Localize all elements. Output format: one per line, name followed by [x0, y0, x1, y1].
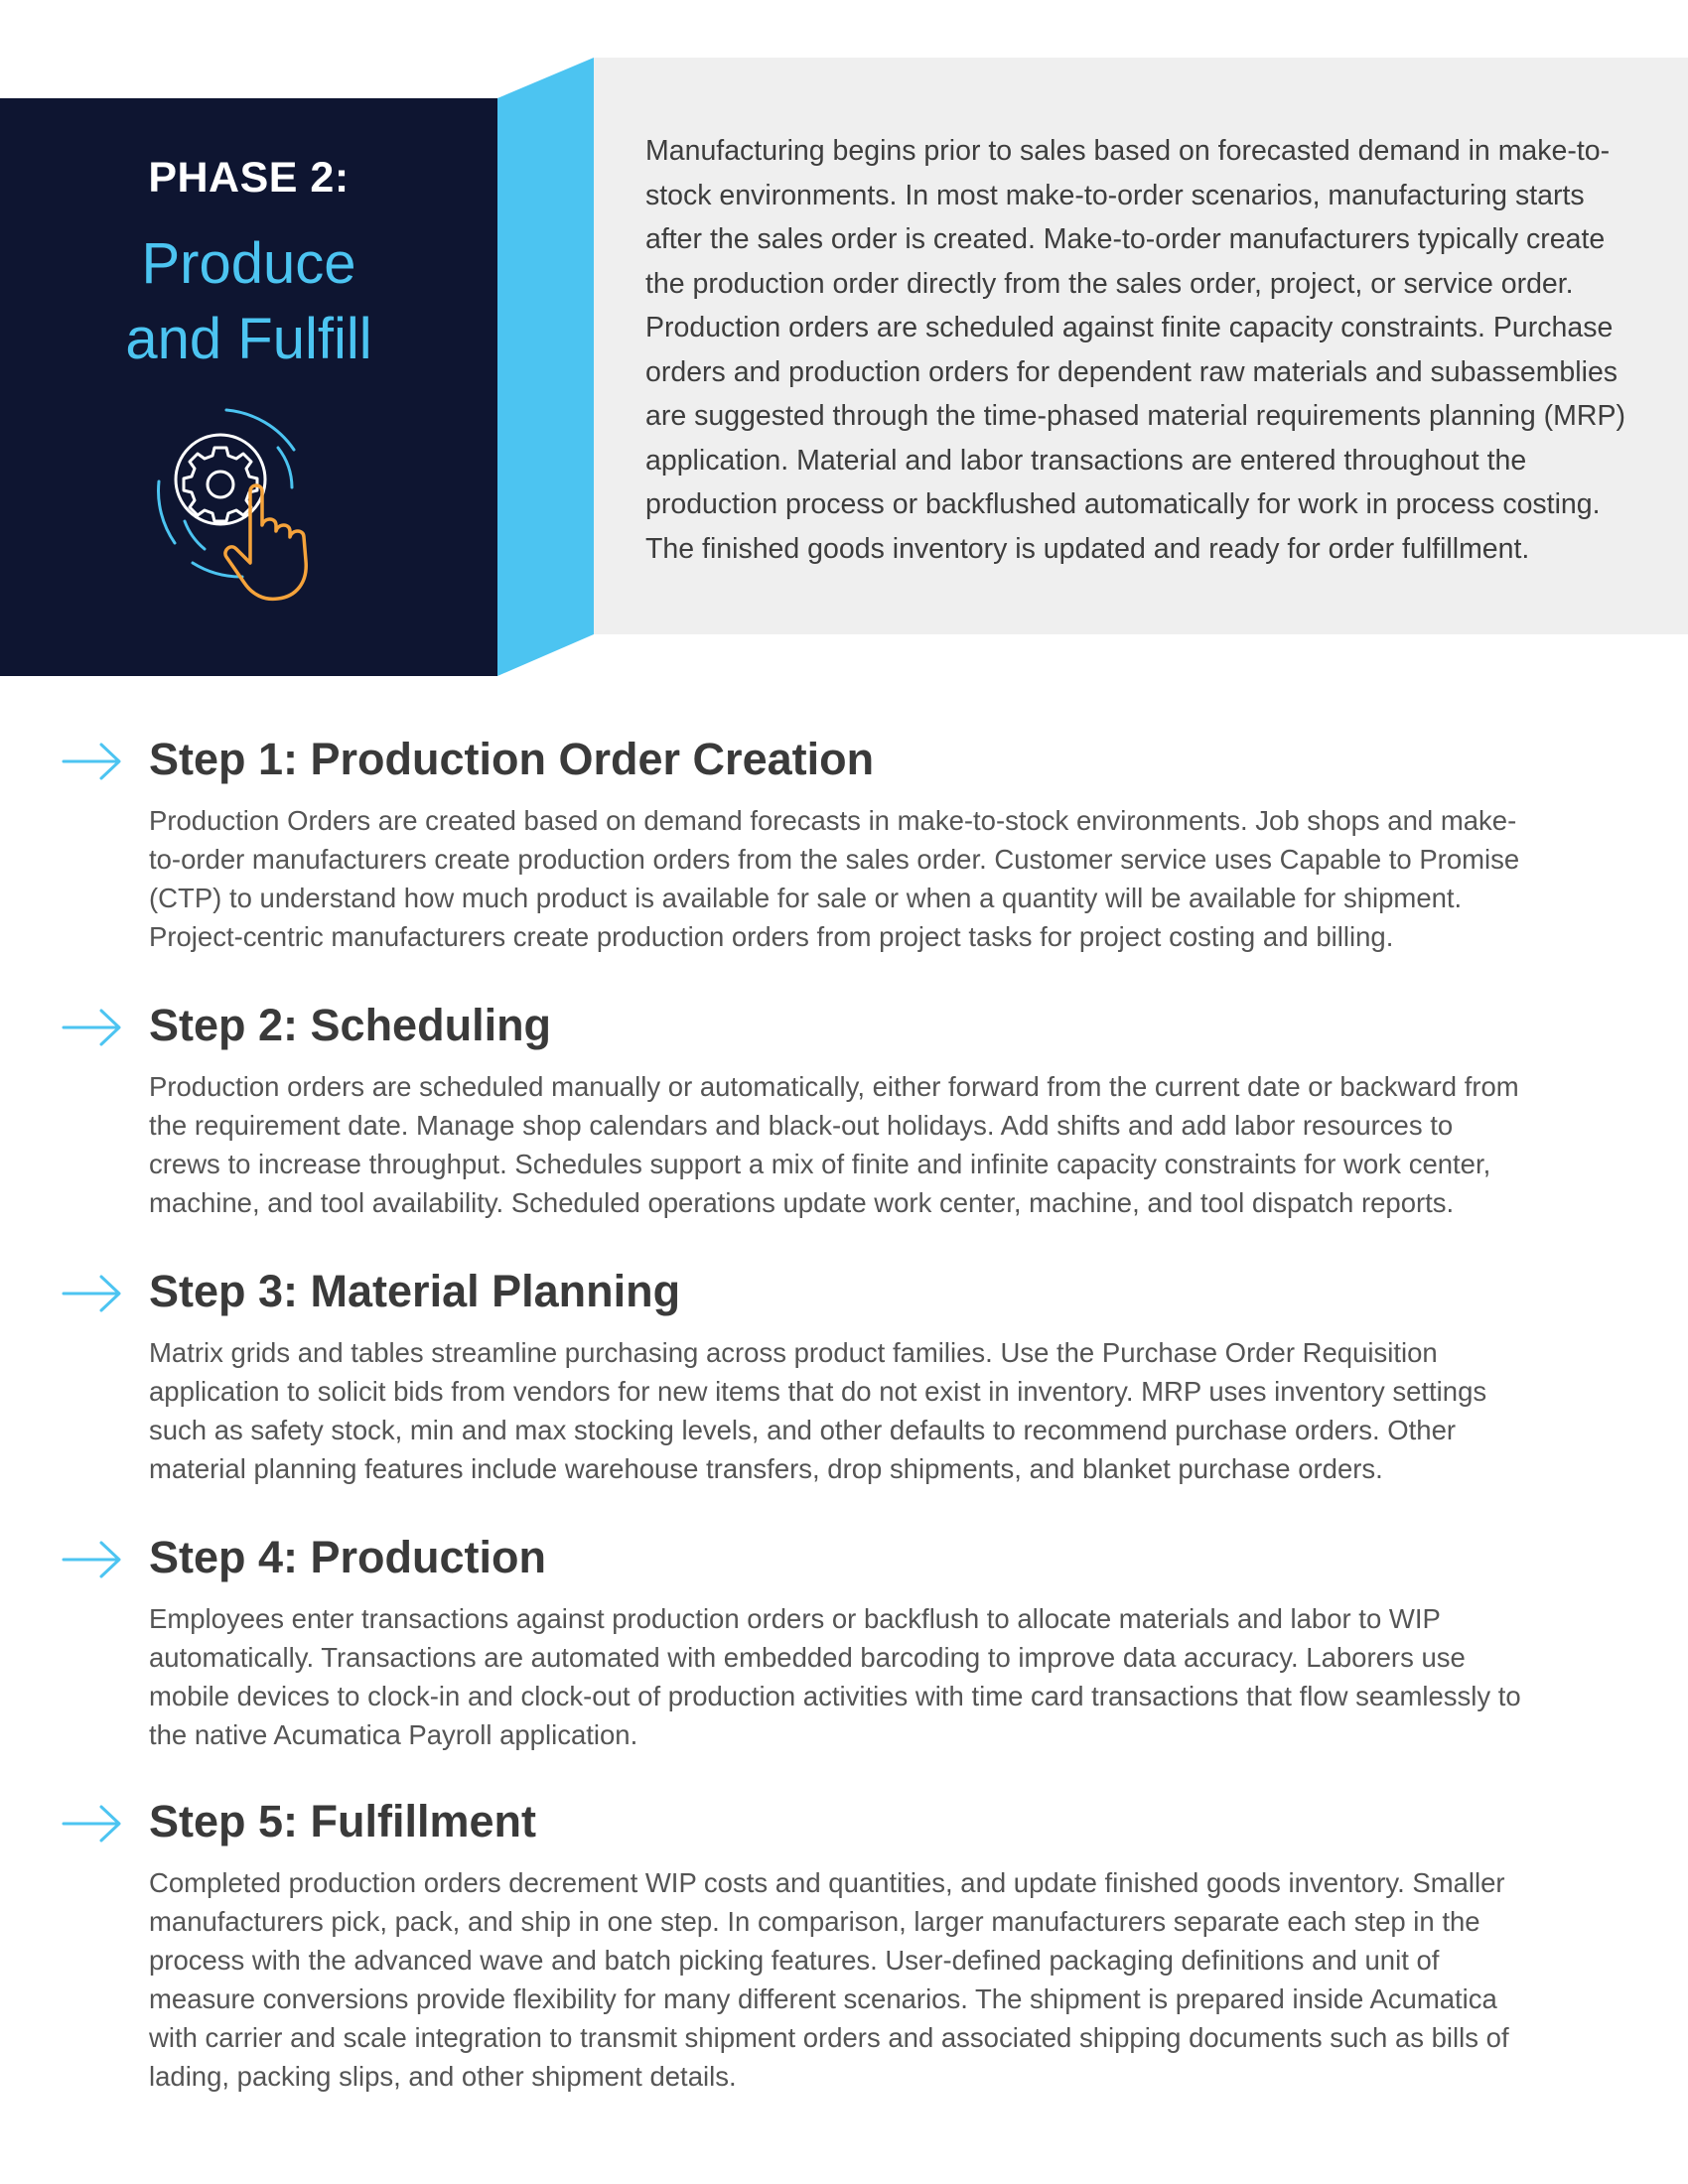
- step-body: Production orders are scheduled manually or automatically, either forward from the current date or backward from the requirement date. Manage shop calendars and black-out holidays. Add shifts and add labor resources to crews to increase throughput. Schedules support a mix of finite and infinite capacity constraints for work center, machine, and tool availability. Scheduled operations update work center, machine, and tool dispatch reports.: [149, 1071, 1519, 1218]
- step-title: Step 1: Production Order Creation: [149, 734, 875, 784]
- intro-paragraph: Manufacturing begins prior to sales based on forecasted demand in make-to-stock environments. In most make-to-order scenarios, manufacturing starts after the sales order is created. Make-to-order manufacturers typically create the production order directly from the sales order, project, or service order. Production orders are scheduled against finite capacity constraints. Purchase orders and production orders for dependent raw materials and subassemblies are suggested through the time-phased material requirements planning (MRP) application. Material and labor transactions are entered throughout the production process or backflushed automatically for work in process costing. The finished goods inventory is updated and ready for order fulfillment.: [645, 135, 1625, 565]
- phase-title-line1: Produce: [141, 231, 356, 296]
- step-body: Production Orders are created based on demand forecasts in make-to-stock environments. Job shops and make-to-order manufacturers create production orders from the sales order. Customer service uses Capable to Promise (CTP) to understand how much product is available for sale or when a quantity will be available for shipment. Project-centric manufacturers create production orders from project tasks for project costing and billing.: [149, 805, 1520, 952]
- arrow-right-icon: [62, 1804, 123, 1843]
- step-body: Matrix grids and tables streamline purchasing across product families. Use the Purchase Order Requisition application to solicit bids from vendors for new items that do not exist in inventory. MRP uses inventory settings such as safety stock, min and max stocking levels, and other defaults to recommend purchase orders. Other material planning features include warehouse transfers, drop shipments, and blanket purchase orders.: [149, 1337, 1487, 1484]
- arc-inner-left: [185, 521, 205, 549]
- arc-left: [159, 481, 175, 543]
- step-title: Step 4: Production: [149, 1532, 547, 1582]
- step-body: Employees enter transactions against production orders or backflush to allocate materials and labor to WIP automatically. Transactions are automated with embedded barcoding to improve data accuracy. Laborers use mobile devices to clock-in and clock-out of production activities with time card transactions that flow seamlessly to the native Acumatica Payroll application.: [149, 1603, 1521, 1750]
- step-title: Step 3: Material Planning: [149, 1266, 681, 1316]
- gear-teeth: [184, 448, 257, 521]
- arrow-right-icon: [62, 1274, 123, 1313]
- arc-inner-right: [278, 448, 292, 487]
- phase-title-line2: and Fulfill: [125, 307, 372, 371]
- step-title: Step 2: Scheduling: [149, 1000, 552, 1050]
- gear-touch-icon: [147, 402, 355, 611]
- step-body: Completed production orders decrement WIP costs and quantities, and update finished goods inventory. Smaller manufacturers pick, pack, and ship in one step. In comparison, larger manufacturers separate each step in the process with the advanced wave and batch picking features. User-defined packaging definitions and unit of measure conversions provide flexibility for many different scenarios. The shipment is prepared inside Acumatica with carrier and scale integration to transmit shipment orders and associated shipping documents such as bills of lading, packing slips, and other shipment details.: [149, 1867, 1509, 2092]
- gear-hub: [208, 472, 233, 497]
- arrow-right-icon: [62, 1008, 123, 1047]
- arc-top-right: [226, 410, 294, 450]
- arrow-right-icon: [62, 742, 123, 781]
- phase-title: [0, 226, 497, 377]
- step-title: Step 5: Fulfillment: [149, 1796, 537, 1846]
- accent-parallelogram: [497, 58, 594, 676]
- arrow-right-icon: [62, 1540, 123, 1579]
- pointing-hand: [225, 485, 306, 599]
- phase-label: PHASE 2:: [148, 154, 350, 202]
